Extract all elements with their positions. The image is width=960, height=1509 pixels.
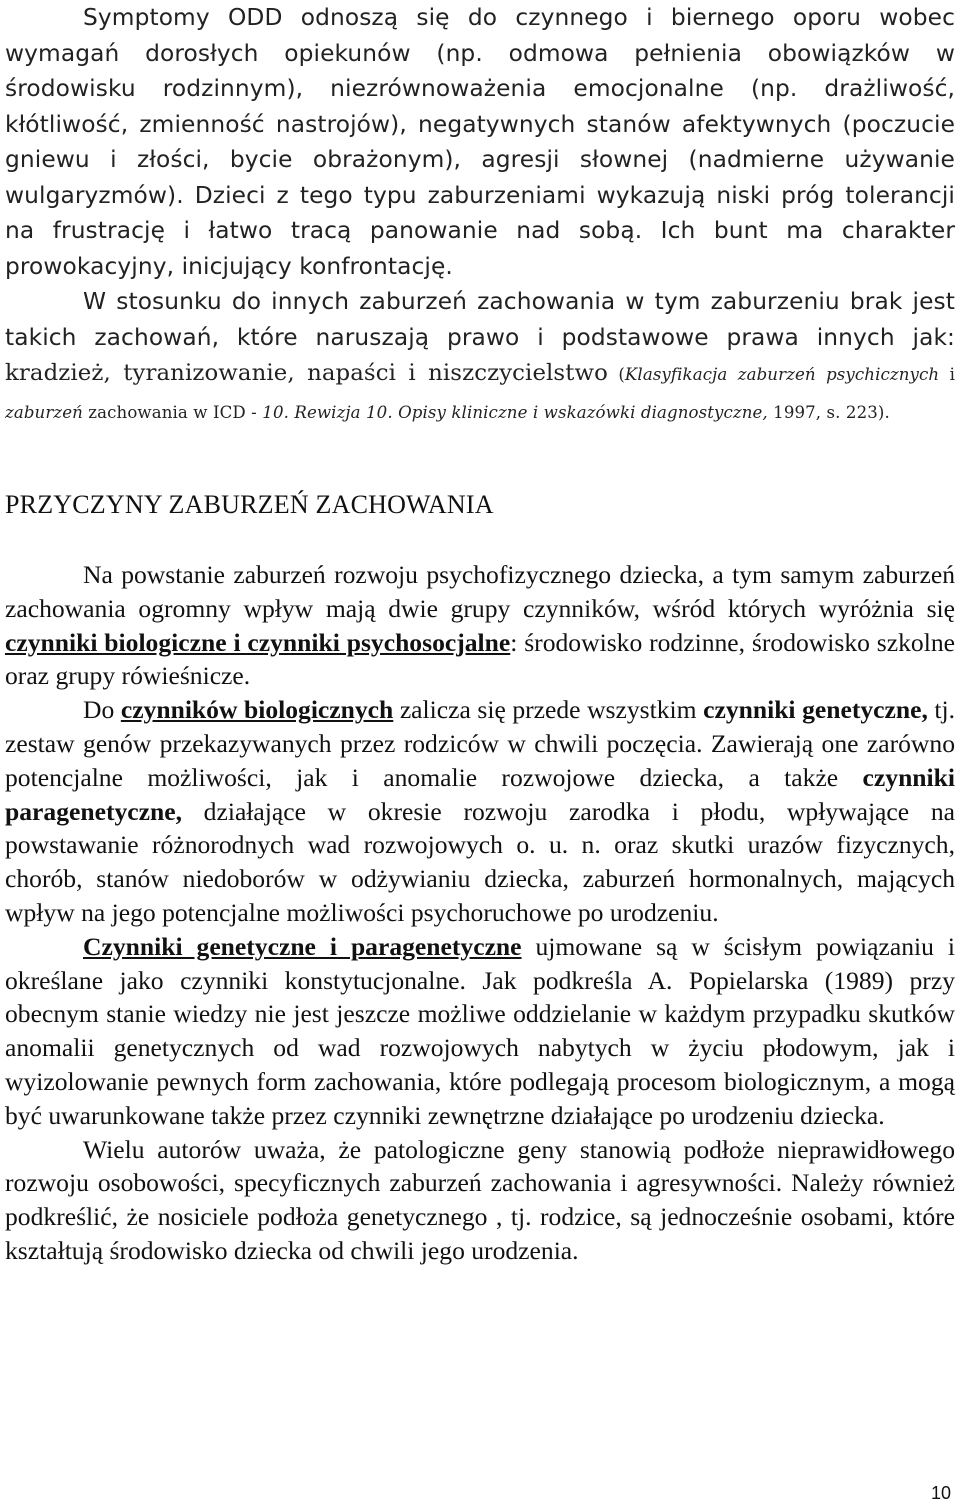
underlined-term: czynników biologicznych	[120, 695, 394, 725]
paragraph-text-serif: kradzież, tyranizowanie, napaści i niszczycielstwo	[5, 360, 608, 386]
citation-end: 1997, s. 223).	[767, 402, 890, 422]
paragraph-causes-intro	[5, 558, 955, 693]
section-heading: PRZYCZYNY ZABURZEŃ ZACHOWANIA	[5, 490, 494, 519]
paragraph-text: działające w okresie rozwoju zarodka i płodu, wpływające na powstawanie różnorodnych wad rozwojowych o. u. n. oraz skutki urazów fizycznych, chorób, stanów niedoborów w odżywianiu dziecka, zaburzeń hormonalnych, mających wpływ na jego potencjalne możliwości psychoruchowe po urodzeniu.	[5, 796, 955, 927]
bold-term: czynniki genetyczne,	[703, 695, 935, 725]
citation-mid: zachowania w ICD -	[82, 402, 263, 422]
paragraph-text: Wielu autorów uważa, że patologiczne geny stanowią podłoże nieprawidłowego rozwoju osobowości, specyficznych zaburzeń zachowania i agresywności. Należy również podkreślić, że nosiciele podłoża genetycznego , tj. rodzice, są jednocześnie osobami, które kształtują środowisko dziecka od chwili jego urodzenia.	[5, 1134, 955, 1265]
page-number: 10	[930, 1483, 951, 1503]
underlined-term: czynniki biologiczne i czynniki psychosocjalne	[5, 627, 511, 657]
citation-title-3: 10. Rewizja 10. Opisy kliniczne i wskazówki diagnostyczne,	[262, 402, 768, 422]
paragraph-comparison	[5, 284, 955, 430]
paragraph-text: W stosunku do innych zaburzeń zachowania w tym zaburzeniu brak jest takich zachowań, które naruszają prawo i podstawowe prawa innych jak:	[5, 288, 955, 351]
section-causes	[5, 558, 955, 1268]
paragraph-constitutional	[5, 930, 955, 1133]
citation-title-2: zaburzeń	[5, 402, 83, 422]
paragraph-odd-symptoms	[5, 0, 955, 284]
paragraph-biological	[5, 693, 955, 930]
paragraph-text: tj. zestaw genów przekazywanych przez rodziców w chwili poczęcia. Zawierają one zarówno potencjalne możliwości, jak i anomalie rozwojowe dziecka, a także	[5, 695, 956, 792]
citation-title-1: Klasyfikacja zaburzeń psychicznych	[624, 365, 940, 384]
paragraph-text: : środowisko rodzinne, środowisko szkolne oraz grupy rówieśnicze.	[5, 627, 955, 691]
section-intro	[5, 0, 955, 430]
underlined-term: Czynniki genetyczne i paragenetyczne	[83, 931, 522, 961]
paragraph-text: zalicza się przede wszystkim	[393, 695, 704, 725]
paragraph-text: ujmowane są w ścisłym powiązaniu i określane jako czynniki konstytucjonalne. Jak podkreśla A. Popielarska (1989) przy obecnym stanie wiedzy nie jest jeszcze możliwe oddzielanie w każdym przypadku skutków anomalii genetycznych od wad rozwojowych nabytych w życiu płodowym, jak i wyizolowanie pewnych form zachowania, które podlegają procesom biologicznym, a mogą być uwarunkowane także przez czynniki zewnętrzne działające po urodzeniu dziecka.	[5, 931, 956, 1130]
citation-conj: i	[939, 365, 955, 384]
paragraph-text: Symptomy ODD odnoszą się do czynnego i biernego oporu wobec wymagań dorosłych opiekunów (np. odmowa pełnienia obowiązków w środowisku rodzinnym), niezrównoważenia emocjonalne (np. drażliwość, kłótliwość, zmienność nastrojów), negatywnych stanów afektywnych (poczucie gniewu i złości, bycie obrażonym), agresji słownej (nadmierne używanie wulgaryzmów). Dzieci z tego typu zaburzeniami wykazują niski próg tolerancji na frustrację i łatwo tracą panowanie nad sobą. Ich bunt ma charakter prowokacyjny, inicjujący konfrontację.	[5, 4, 955, 280]
paragraph-text: Do	[83, 695, 121, 725]
citation-open: (	[607, 365, 625, 384]
bold-term: czynniki paragenetyczne,	[5, 762, 955, 826]
paragraph-text: Na powstanie zaburzeń rozwoju psychofizycznego dziecka, a tym samym zaburzeń zachowania ogromny wpływ mają dwie grupy czynników, wśród których wyróżnia się	[5, 560, 955, 623]
paragraph-genes	[5, 1133, 955, 1268]
